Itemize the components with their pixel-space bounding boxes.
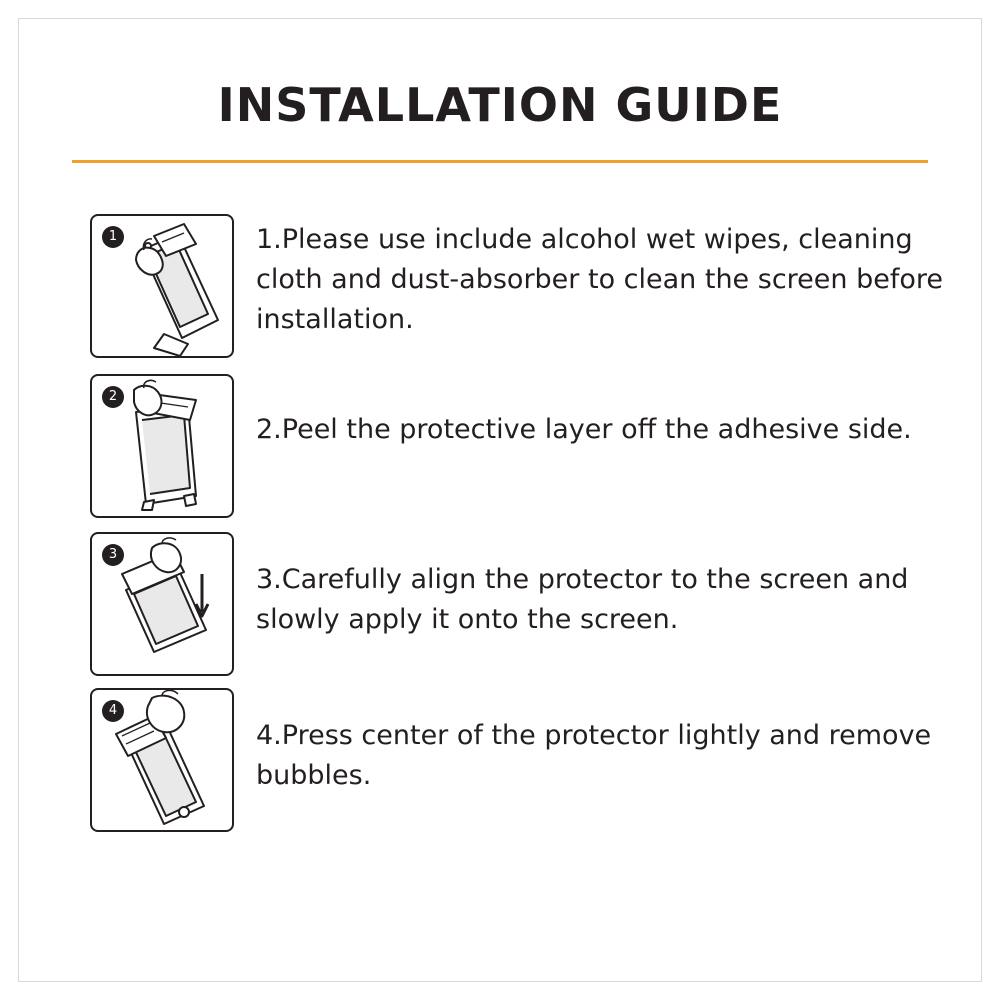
step-4-illustration (90, 688, 234, 832)
step-4-number: 4. (256, 720, 282, 751)
step-3-illustration (90, 532, 234, 676)
list-item (0, 358, 1000, 518)
step-2-body: Peel the protective layer off the adhesive side. (281, 414, 912, 445)
step-4-text (256, 716, 956, 796)
step-4-body: Press center of the protector lightly and remove bubbles. (256, 720, 932, 791)
steps-list (0, 196, 1000, 832)
step-2-text (256, 410, 956, 450)
step-1-badge: 1 (102, 226, 124, 248)
step-3-number: 3. (256, 564, 282, 595)
step-1-illustration (90, 214, 234, 358)
page-title: INSTALLATION GUIDE (217, 78, 783, 132)
list-item (0, 196, 1000, 358)
title-divider (72, 160, 928, 163)
list-item (0, 676, 1000, 832)
step-2-number: 2. (256, 414, 282, 445)
step-3-text (256, 560, 956, 640)
step-2-badge: 2 (102, 386, 124, 408)
step-1-text (256, 220, 956, 340)
step-2-illustration (90, 374, 234, 518)
step-3-body: Carefully align the protector to the screen and slowly apply it onto the screen. (256, 564, 909, 635)
list-item (0, 518, 1000, 676)
step-4-badge: 4 (102, 700, 124, 722)
step-1-body: Please use include alcohol wet wipes, cleaning cloth and dust-absorber to clean the screen before installation. (256, 224, 943, 335)
step-3-badge: 3 (102, 544, 124, 566)
step-1-number: 1. (256, 224, 282, 255)
